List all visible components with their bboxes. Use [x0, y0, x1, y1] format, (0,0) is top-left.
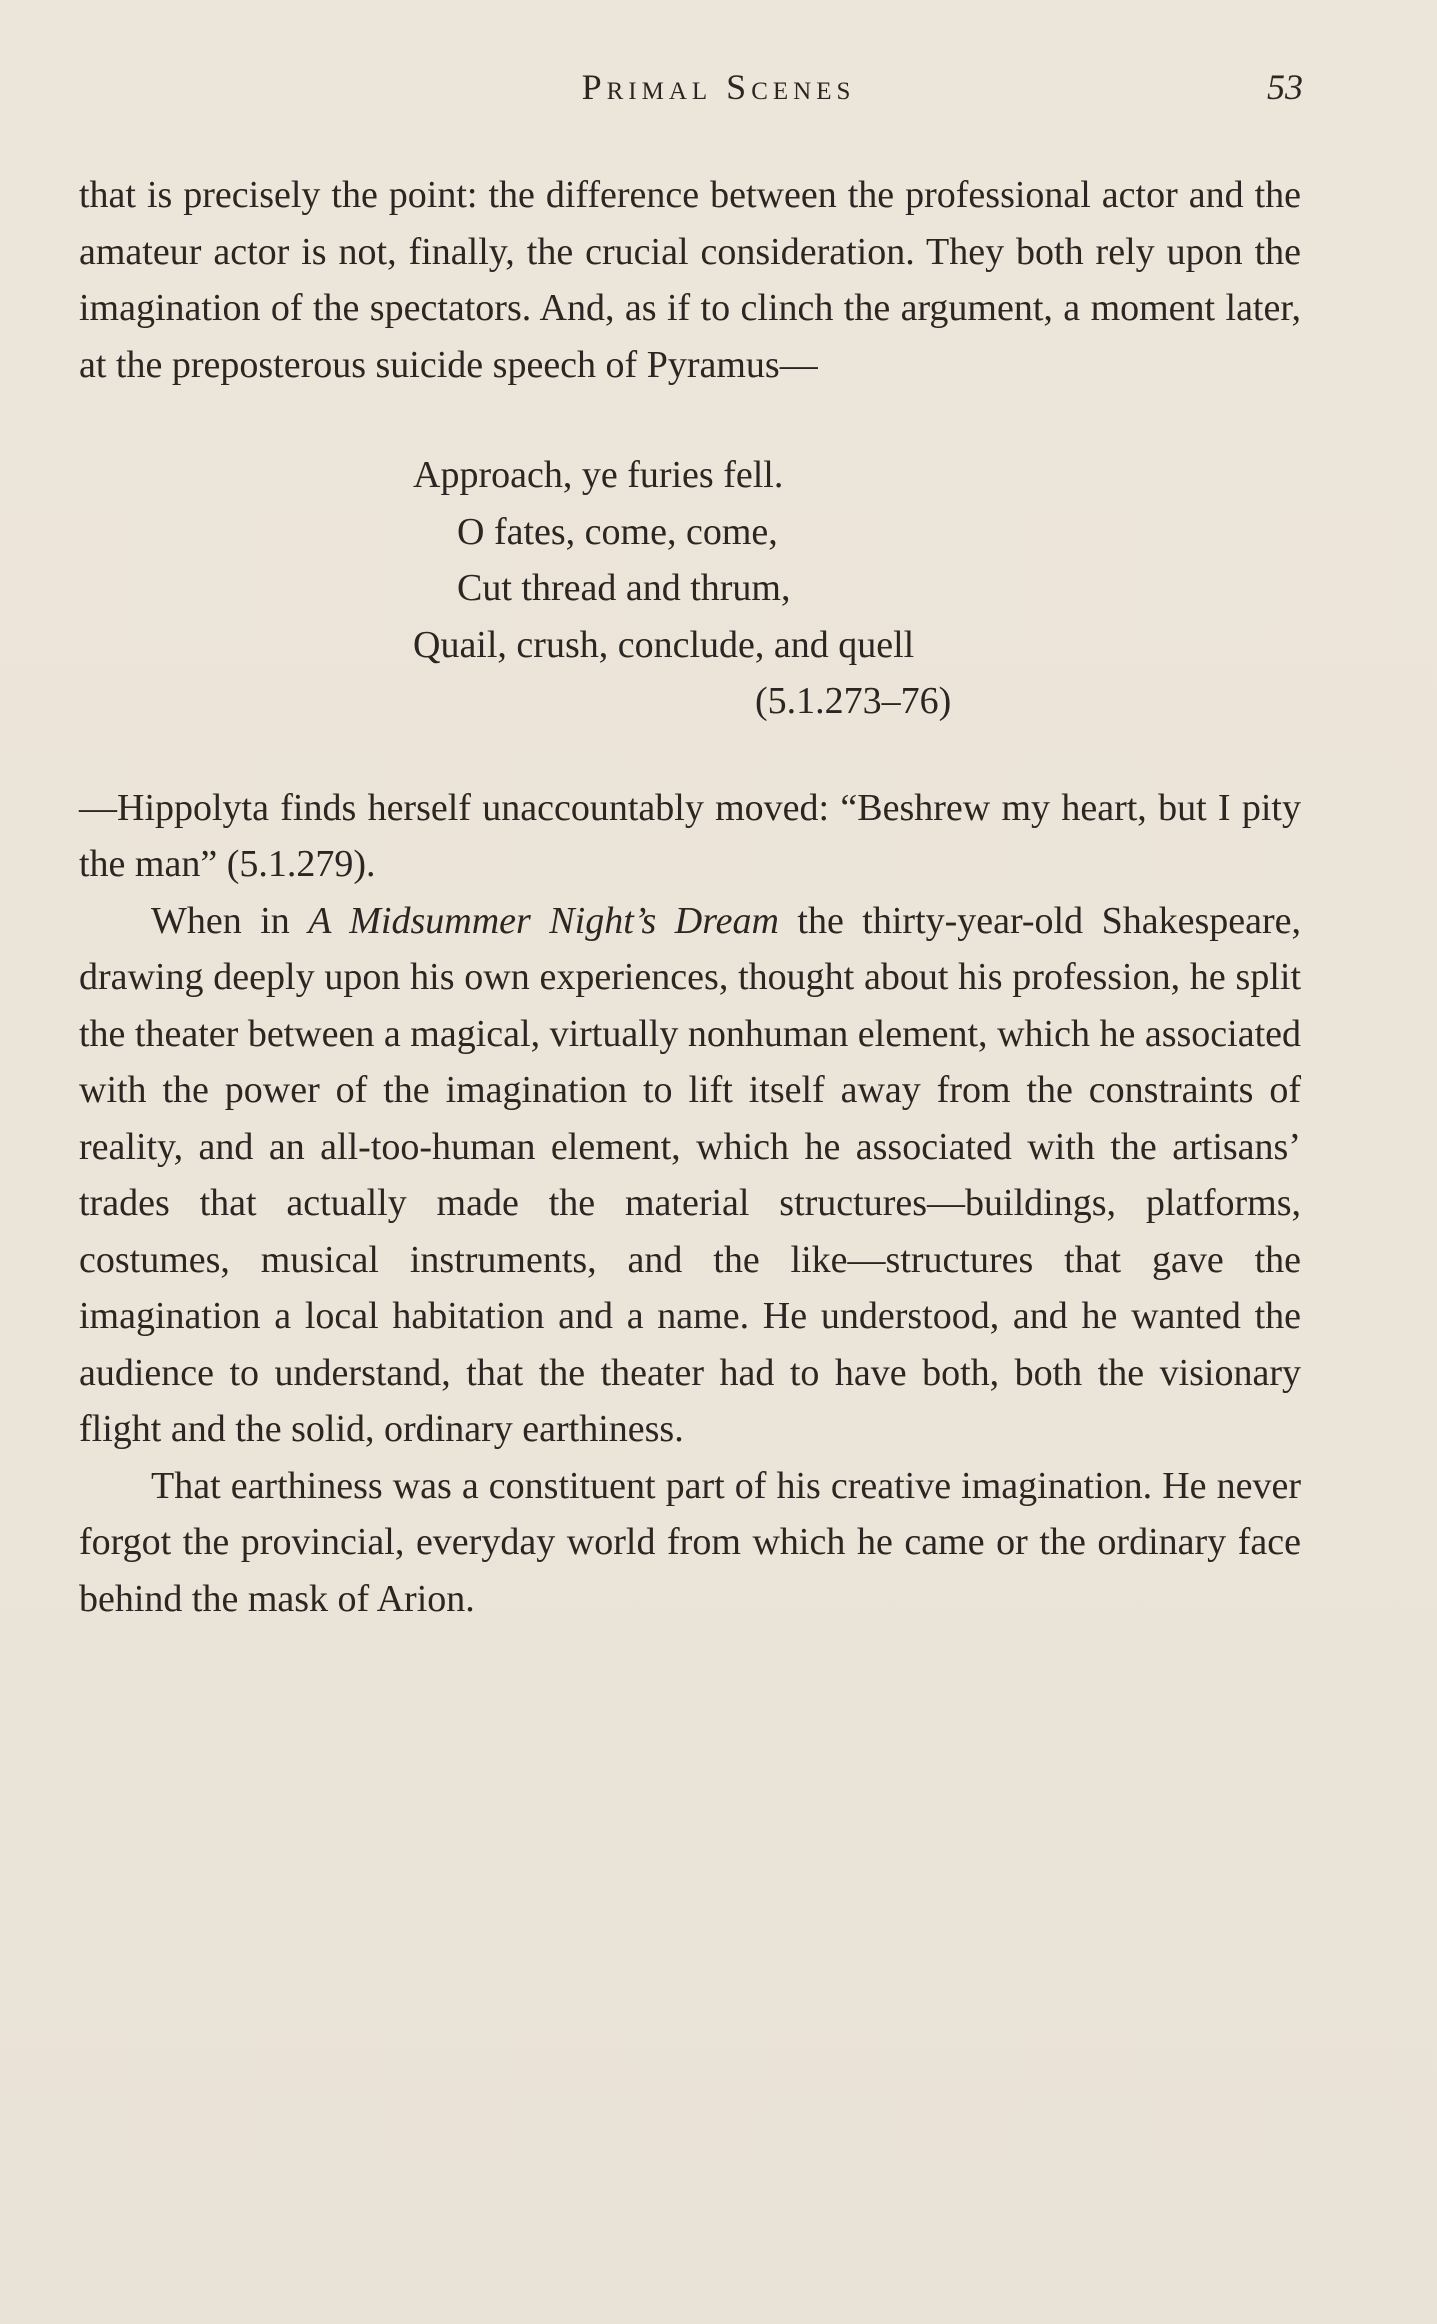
verse-line-2: O fates, come, come, [457, 510, 778, 553]
verse-line-3: Cut thread and thrum, [457, 567, 791, 609]
paragraph-3 [79, 893, 1301, 1458]
play-title: A Midsummer Night’s Dream [308, 899, 779, 942]
page-number: 53 [1267, 67, 1303, 107]
running-title: Primal Scenes [581, 67, 856, 107]
running-head [0, 62, 1437, 112]
verse-quotation [79, 447, 1301, 730]
paragraph-3-rest: the thirty-year-old Shakespeare, drawing deeply upon his own experiences, thought about his profession, he split the theater between a magical, virtually nonhuman element, which he associated with the power of the imagination to lift itself away from the constraints of reality, and an all-too-human element, which he associated with the artisans’ trades that actually made the material structures—buildings, platforms, costumes, musical instruments, and the like—structures that gave the imagination a local habitation and a name. He understood, and he wanted the audience to understand, that the theater had to have both, both the visionary flight and the solid, ordinary earthiness. [79, 899, 1302, 1450]
verse-citation: (5.1.273–76) [755, 680, 952, 722]
paragraph-3-lead: When in [151, 899, 290, 942]
body-text [79, 167, 1301, 1627]
verse-line-4: Quail, crush, conclude, and quell [413, 623, 915, 666]
paragraph-4: That earthiness was a constituent part of his creative imagination. He never forgot the provincial, everyday world from which he came or the ordinary face behind the mask of Arion. [79, 1464, 1301, 1620]
paragraph-1: that is precisely the point: the difference between the professional actor and the amateur actor is not, finally, the crucial consideration. They both rely upon the imagination of the spectators. And, as if to clinch the argument, a moment later, at the preposterous suicide speech of Pyramus— [79, 174, 1301, 386]
paragraph-2: —Hippolyta finds herself unaccountably moved: “Beshrew my heart, but I pity the man” (5.1.279). [79, 786, 1301, 885]
verse-line-1: Approach, ye furies fell. [413, 454, 784, 496]
